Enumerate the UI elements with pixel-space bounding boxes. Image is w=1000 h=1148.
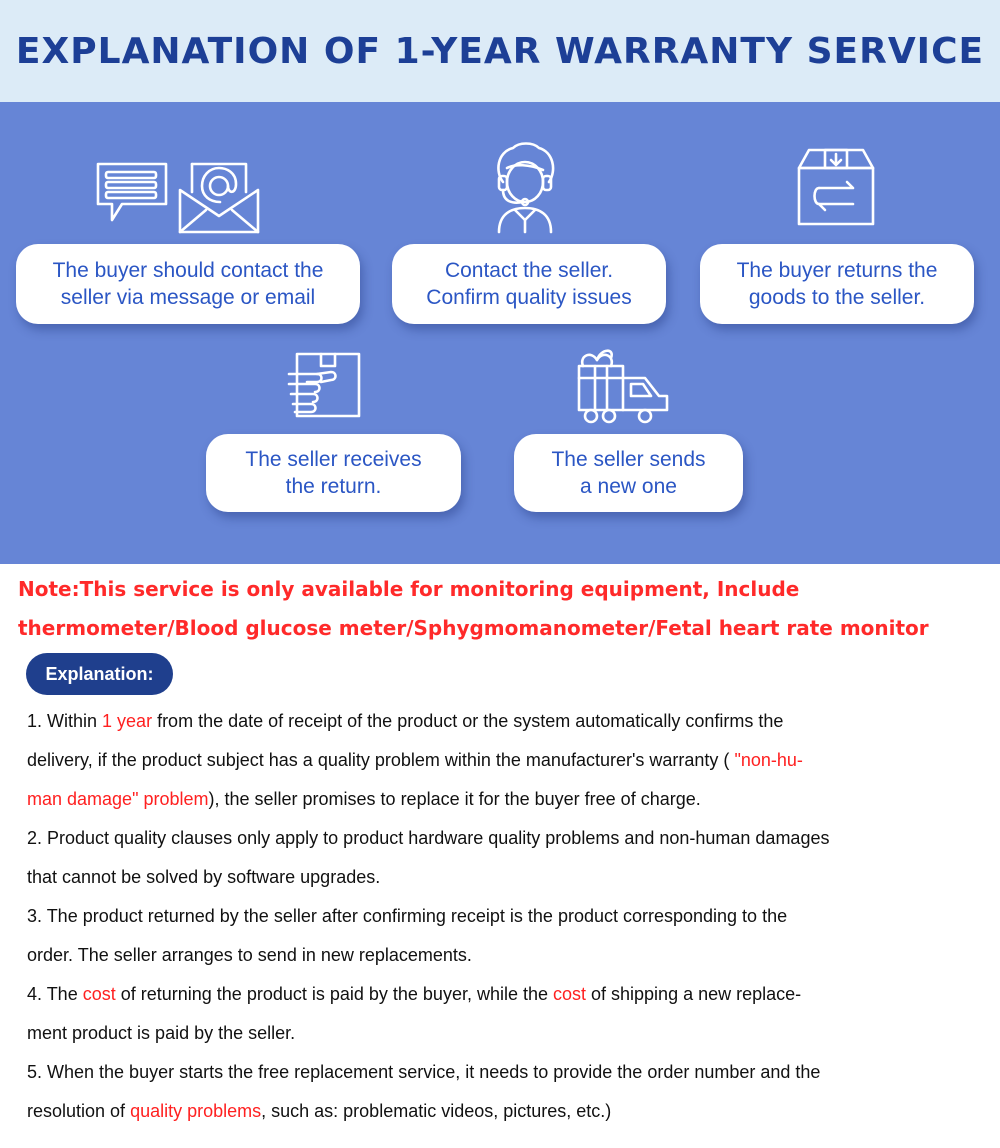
step-2-box	[392, 244, 666, 324]
step-5-text: The seller sends a new one	[551, 448, 706, 498]
explanation-label: Explanation:	[45, 663, 154, 684]
text-segment: 2. Product quality clauses only apply to product hardware quality problems and non-human damages	[27, 828, 830, 848]
text-segment: , such as: problematic videos, pictures, etc.)	[261, 1101, 612, 1121]
explanation-list	[27, 702, 977, 1131]
step-3-text: The buyer returns the goods to the seller.	[736, 259, 938, 309]
delivery-truck-icon	[575, 346, 671, 424]
page-title: EXPLANATION OF 1-YEAR WARRANTY SERVICE	[15, 30, 985, 72]
text-segment: ), the seller promises to replace it for the buyer free of charge.	[208, 789, 701, 809]
header-banner	[0, 0, 1000, 102]
explanation-item-4	[27, 975, 977, 1053]
text-segment: 5. When the buyer starts the free replacement service, it needs to provide the order number and the	[27, 1062, 821, 1082]
text-segment: of returning the product is paid by the buyer, while the	[115, 984, 553, 1004]
highlight-text: cost	[553, 984, 587, 1004]
text-segment: of shipping a new replace-	[586, 984, 802, 1004]
text-segment: ment product is paid by the seller.	[27, 1023, 296, 1043]
step-5-box	[514, 434, 743, 512]
return-box-icon	[795, 146, 877, 228]
note-line-1: Note:This service is only available for monitoring equipment, Include	[18, 577, 800, 601]
highlight-text: "non-hu-	[734, 750, 803, 770]
text-segment: order. The seller arranges to send in new replacements.	[27, 945, 472, 965]
step-1-text: The buyer should contact the seller via message or email	[52, 259, 324, 309]
step-1-box	[16, 244, 360, 324]
step-4-box	[206, 434, 461, 512]
highlight-text: cost	[82, 984, 116, 1004]
text-segment: 4. The	[27, 984, 83, 1004]
explanation-item-3	[27, 897, 977, 975]
process-panel	[0, 102, 1000, 564]
message-and-email-icon	[94, 160, 264, 238]
explanation-item-2	[27, 819, 977, 897]
note-line-2: thermometer/Blood glucose meter/Sphygmomanometer/Fetal heart rate monitor	[18, 616, 929, 640]
explanation-item-5	[27, 1053, 977, 1131]
text-segment: delivery, if the product subject has a quality problem within the manufacturer's warranty (	[27, 750, 735, 770]
explanation-label-pill	[26, 653, 173, 695]
step-3-box	[700, 244, 974, 324]
text-segment: 1. Within	[27, 711, 103, 731]
highlight-text: man damage" problem	[27, 789, 209, 809]
text-segment: resolution of	[27, 1101, 131, 1121]
hand-receiving-box-icon	[285, 350, 363, 420]
highlight-text: quality problems	[130, 1101, 262, 1121]
text-segment: that cannot be solved by software upgrades.	[27, 867, 381, 887]
explanation-item-1	[27, 702, 977, 819]
text-segment: 3. The product returned by the seller after confirming receipt is the product corresponding to the	[27, 906, 788, 926]
highlight-text: 1 year	[102, 711, 153, 731]
step-4-text: The seller receives the return.	[245, 448, 422, 498]
customer-service-agent-icon	[489, 142, 561, 234]
step-2-text: Contact the seller. Confirm quality issues	[426, 259, 632, 309]
service-note	[18, 570, 988, 648]
text-segment: from the date of receipt of the product or the system automatically confirms the	[152, 711, 784, 731]
